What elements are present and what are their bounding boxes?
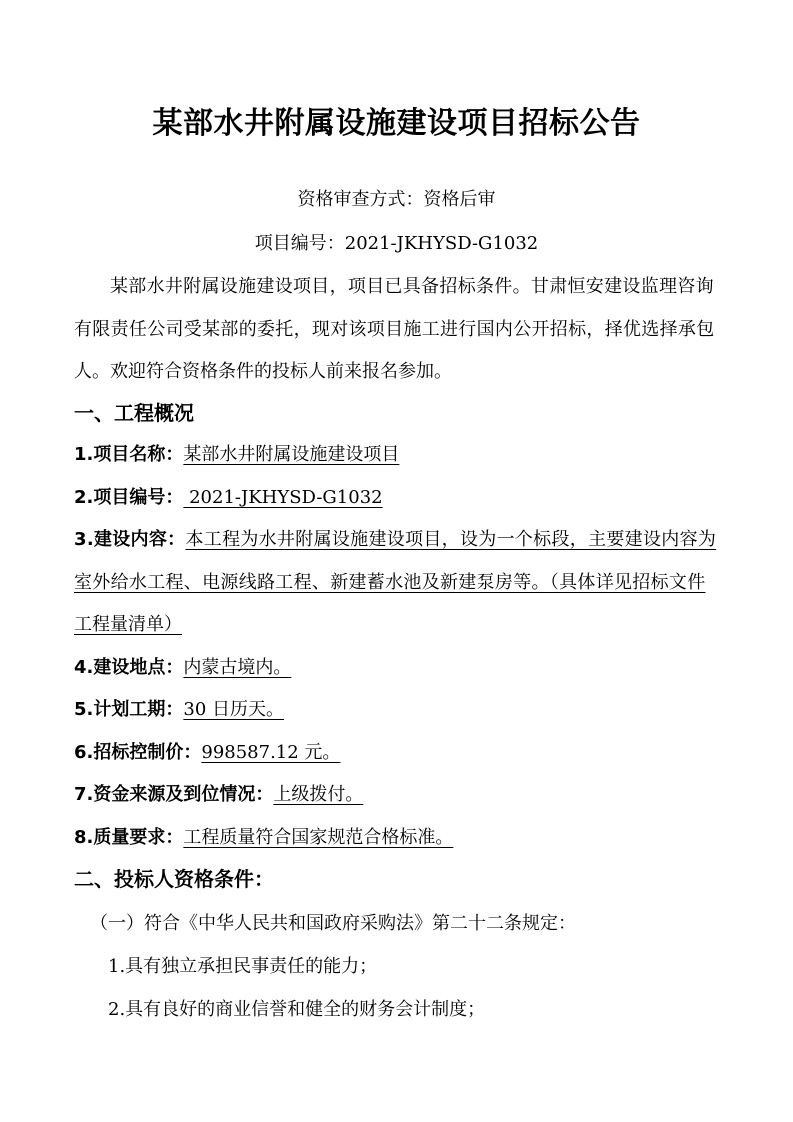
item-value: 2021-JKHYSD-G1032 (183, 487, 383, 508)
qualification-subsection: （一）符合《中华人民共和国政府采购法》第二十二条规定： (90, 913, 576, 934)
intro-line-1: 某部水井附属设施建设项目，项目已具备招标条件。甘肃恒安建设监理咨询 (110, 276, 714, 297)
item-value: 内蒙古境内。 (183, 657, 292, 678)
item-label: 6.招标控制价： (74, 742, 202, 763)
item-project-number (74, 486, 383, 510)
item-construction-content (74, 528, 716, 552)
item-quality (74, 826, 453, 850)
item-value: 本工程为水井附属设施建设项目，设为一个标段，主要建设内容为 (185, 529, 717, 550)
section-2-heading: 二、投标人资格条件： (74, 867, 274, 891)
item-value: 998587.12 元。 (201, 742, 341, 763)
item-label: 3.建设内容： (74, 529, 186, 550)
item-schedule (74, 698, 284, 722)
item-location (74, 656, 291, 680)
intro-line-2: 有限责任公司受某部的委托，现对该项目施工进行国内公开招标，择优选择承包 (74, 319, 715, 340)
item-project-name (74, 443, 399, 467)
item-construction-content-line-2 (74, 571, 706, 595)
item-value-line-3: 工程量清单） (74, 614, 182, 635)
intro-line-3: 人。欢迎符合资格条件的投标人前来报名参加。 (74, 361, 452, 382)
review-method: 资格审查方式：资格后审 (297, 189, 496, 210)
item-label: 1.项目名称： (74, 444, 184, 465)
item-value-line-2: 室外给水工程、电源线路工程、新建蓄水池及新建泵房等。（具体详见招标文件 (74, 572, 706, 593)
document-title: 某部水井附属设施建设项目招标公告 (152, 106, 641, 141)
item-value: 上级拨付。 (273, 784, 364, 805)
project-number-line: 项目编号：2021-JKHYSD-G1032 (254, 233, 539, 254)
item-value: 30 日历天。 (183, 699, 285, 720)
item-value: 工程质量符合国家规范合格标准。 (183, 827, 454, 848)
requirement-2: 2.具有良好的商业信誉和健全的财务会计制度； (108, 999, 486, 1020)
item-construction-content-line-3 (74, 613, 182, 637)
item-funding (74, 783, 363, 807)
section-1-heading: 一、工程概况 (74, 401, 194, 425)
item-label: 4.建设地点： (74, 657, 184, 678)
item-label: 8.质量要求： (74, 827, 184, 848)
item-value: 某部水井附属设施建设项目 (183, 444, 400, 465)
item-label: 7.资金来源及到位情况： (74, 784, 274, 805)
item-label: 5.计划工期： (74, 699, 184, 720)
item-label: 2.项目编号： (74, 487, 184, 508)
requirement-1: 1.具有独立承担民事责任的能力； (108, 956, 378, 977)
item-control-price (74, 741, 340, 765)
